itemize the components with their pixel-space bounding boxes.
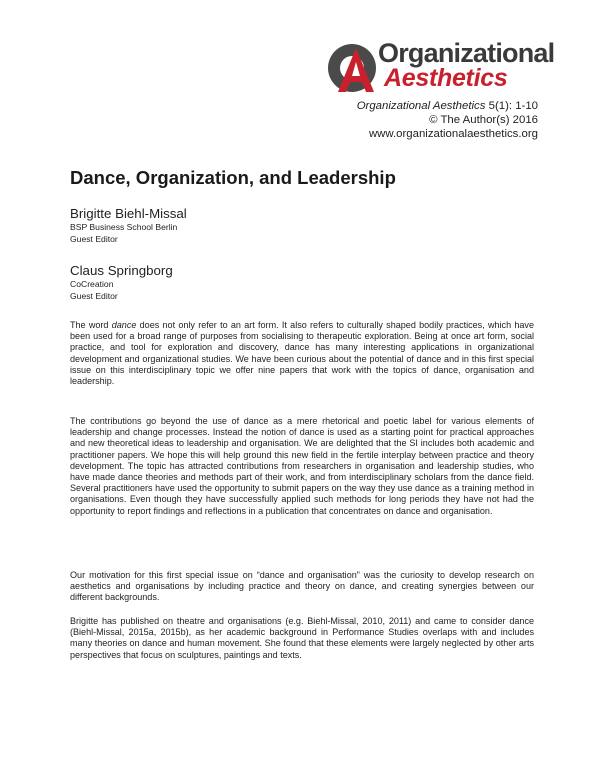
author-block — [70, 206, 187, 245]
author-affiliation: BSP Business School Berlin — [70, 222, 178, 232]
emphasis-dance: dance — [111, 320, 137, 330]
journal-volume: 5(1): 1-10 — [488, 100, 538, 112]
body-paragraph-4: Brigitte has published on theatre and organisations (e.g. Biehl-Missal, 2010, 2011) and came to consider dance (Biehl-Missal, 2015a, 2015b), as her academic background in Performance Studies overlaps with and includes many theories on dance and human movement. She found that these elements were largely neglected by other arts perspectives that focus on sculptures, paintings and texts. — [70, 616, 534, 660]
body-paragraph-3: Our motivation for this first special issue on “dance and organisation” was the curiosity to develop research on aesthetics and organisations by including practice and theory on dance, and creating synergies between our different backgrounds. — [70, 570, 534, 603]
website-link[interactable]: www.organizationalaesthetics.org — [368, 128, 538, 140]
body-paragraph-1 — [70, 320, 534, 387]
journal-logo — [326, 38, 555, 96]
logo-word-organizational: Organizational — [378, 38, 555, 68]
journal-name: Organizational Aesthetics — [356, 100, 486, 112]
author-role: Guest Editor — [70, 233, 118, 244]
author-name: Claus Springborg — [70, 263, 173, 278]
author-affiliation: CoCreation — [70, 279, 114, 289]
logo-word-aesthetics: Aesthetics — [384, 64, 508, 92]
paragraph-text: does not only refer to an art form. It also refers to culturally shaped bodily practices, which have been used for a broad range of purposes from socialising to therapeutic exploration. Being at once art form, social practice, and tool for exploration and discovery, dance has many interesting applications in organizational development and organizational studies. We have been curious about the potential of dance and in this first special issue on this interdisciplinary topic we offer nine papers that work with the topics of dance, organisation and leadership. — [70, 320, 534, 387]
author-block — [70, 263, 173, 302]
citation-line — [357, 99, 538, 113]
author-name: Brigitte Biehl-Missal — [70, 206, 187, 221]
paragraph-text: The word — [70, 320, 112, 330]
journal-info — [357, 99, 538, 141]
body-paragraph-2: The contributions go beyond the use of dance as a mere rhetorical and poetic label for various elements of leadership and change processes. Instead the notion of dance is used as a starting point for practical approaches and new theoretical ideas to leadership and organisation. We are delighted that the SI includes both academic and practitioner papers. We hope this will help ground this new field in the fertile interplay between practice and theory development. The topic has attracted contributions from researchers in organisation and leadership studies, who have made dance theories and methods part of their work, and from interdisciplinary scholars from the dance field. Several practitioners have used the opportunity to submit papers on the way they use dance as a training method in organisations. Even though they have successfully applied such methods for long periods they have not had the opportunity to report findings and reflections in a publication that concentrates on dance and organisation. — [70, 416, 534, 516]
logo-mark-icon — [326, 40, 382, 96]
paper-title: Dance, Organization, and Leadership — [70, 167, 396, 188]
author-role: Guest Editor — [70, 290, 118, 301]
copyright-line: © The Author(s) 2016 — [429, 114, 538, 126]
